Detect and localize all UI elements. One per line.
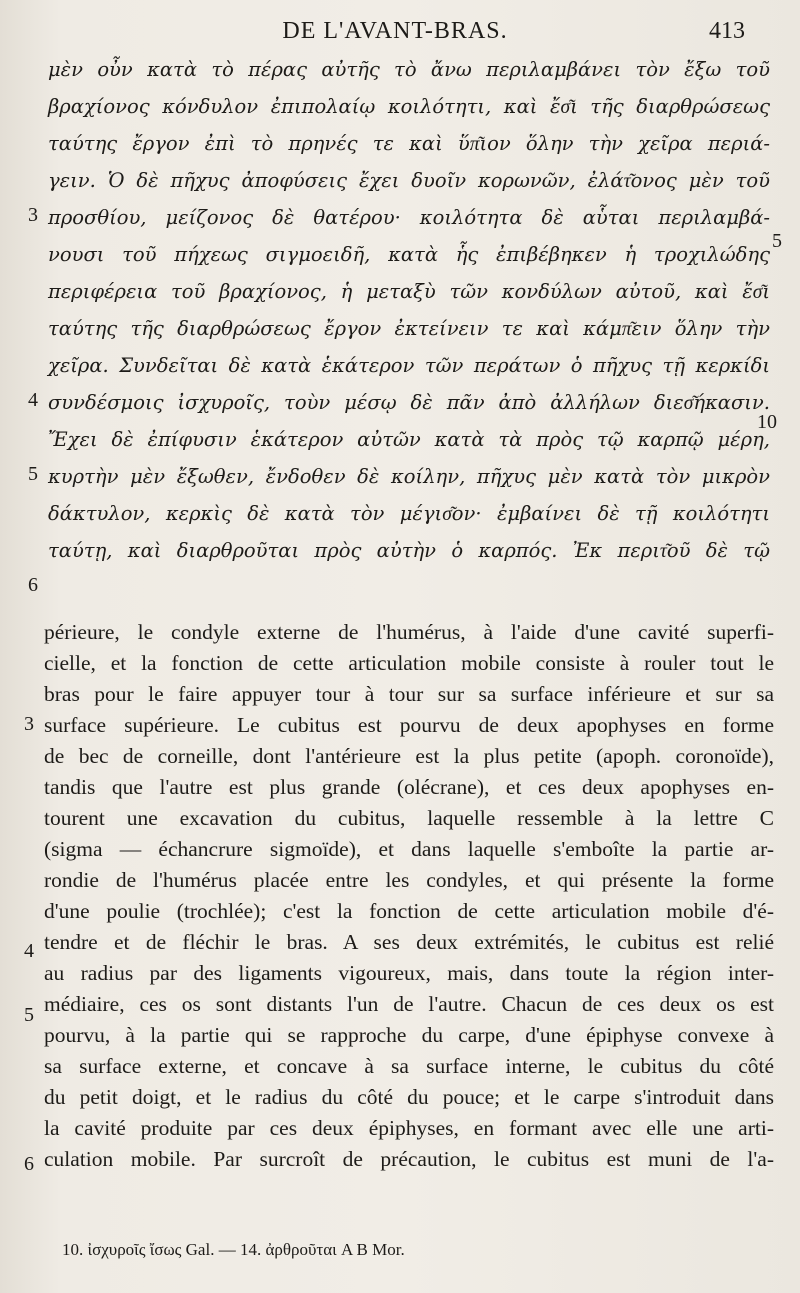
greek-line-counter: 5 [772,230,782,252]
greek-line: συνδέσμοις ἰσχυροῖς, τοὺν μέσῳ δὲ πᾶν ἀπὸ ἀλλήλων διεσ͂ήκασιν. [48,391,770,414]
french-line: surface supérieure. Le cubitus est pourvu de deux apophyses en forme [44,713,774,737]
greek-line: γειν. Ὁ δὲ πῆχυς ἀποφύσεις ἔχει δυοῖν κορωνῶν, ἐλάτ͂ονος μὲν τοῦ [48,169,770,192]
greek-line: προσθίου, μείζονος δὲ θατέρου· κοιλότητα δὲ αὗται περιλαμβά- [48,206,770,229]
french-line: la cavité produite par ces deux épiphyses, en formant avec elle une arti- [44,1116,774,1140]
greek-line: ταύτῃ, καὶ διαρθροῦται πρὸς αὐτὴν ὁ καρπός. Ἐκ περιτ͂οῦ δὲ τῷ [48,539,770,562]
french-line-marker: 3 [24,713,34,735]
french-line: bras pour le faire appuyer tour à tour sur sa surface inférieure et sur sa [44,682,774,706]
french-line: périeure, le condyle externe de l'humérus, à l'aide d'une cavité superfi- [44,620,774,644]
footnote: 10. ἰσχυροῖς ἴσως Gal. — 14. ἀρθροῦται A B Mor. [62,1240,405,1259]
french-line: pourvu, à la partie qui se rapproche du carpe, d'une épiphyse convexe à [44,1023,774,1047]
french-line: du petit doigt, et le radius du côté du pouce; et le carpe s'introduit dans [44,1085,774,1109]
french-line: médiaire, ces os sont distants l'un de l'autre. Chacun de ces deux os est [44,992,774,1016]
french-line-marker: 6 [24,1153,34,1175]
french-line-marker: 4 [24,940,34,962]
greek-line: κυρτὴν μὲν ἔξωθεν, ἔνδοθεν δὲ κοίλην, πῆχυς μὲν κατὰ τὸν μικρὸν [48,465,770,488]
running-head: DE L'AVANT-BRAS. [282,18,508,44]
greek-line: μὲν οὖν κατὰ τὸ πέρας αὐτῆς τὸ ἄνω περιλαμβάνει τὸν ἔξω τοῦ [48,58,770,81]
greek-line-marker: 6 [28,574,38,596]
greek-line: ταύτης ἔργον ἐπὶ τὸ πρηνές τε καὶ ὕπ͂ιον ὅλην τὴν χεῖρα περιά- [48,132,770,155]
greek-line: νουσι τοῦ πήχεως σιγμοειδῆ, κατὰ ἧς ἐπιβέβηκεν ἡ τροχιλώδης [48,243,770,266]
french-line: rondie de l'humérus placée entre les condyles, et qui présente la forme [44,868,774,892]
page-header [0,18,800,48]
greek-line: βραχίονος κόνδυλον ἐπιπολαίῳ κοιλότητι, καὶ ἔσ͂ι τῆς διαρθρώσεως [48,95,770,118]
greek-line-marker: 3 [28,204,38,226]
greek-line: Ἔχει δὲ ἐπίφυσιν ἑκάτερον αὐτῶν κατὰ τὰ πρὸς τῷ καρπῷ μέρη, [48,428,770,451]
greek-line-counter: 10 [757,411,777,433]
french-line-marker: 5 [24,1004,34,1026]
french-line: tourent une excavation du cubitus, laquelle ressemble à la lettre C [44,806,774,830]
french-line: d'une poulie (trochlée); c'est la fonction de cette articulation mobile d'é- [44,899,774,923]
french-line: tandis que l'autre est plus grande (olécrane), et ces deux apophyses en- [44,775,774,799]
french-line: sa surface externe, et concave à sa surface interne, le cubitus du côté [44,1054,774,1078]
french-line: culation mobile. Par surcroît de précaution, le cubitus est muni de l'a- [44,1147,774,1171]
greek-line: περιφέρεια τοῦ βραχίονος, ἡ μεταξὺ τῶν κονδύλων αὐτοῦ, καὶ ἔσ͂ι [48,280,770,303]
greek-line: δάκτυλον, κερκὶς δὲ κατὰ τὸν μέγισ͂ον· ἐμβαίνει δὲ τῇ κοιλότητι [48,502,770,525]
page-number: 413 [709,18,745,44]
french-line: au radius par des ligaments vigoureux, mais, dans toute la région inter- [44,961,774,985]
french-line: (sigma — échancrure sigmoïde), et dans laquelle s'emboîte la partie ar- [44,837,774,861]
french-line: tendre et de fléchir le bras. A ses deux extrémités, le cubitus est relié [44,930,774,954]
greek-line: χεῖρα. Συνδεῖται δὲ κατὰ ἑκάτερον τῶν περάτων ὁ πῆχυς τῇ κερκίδι [48,354,770,377]
greek-line: ταύτης τῆς διαρθρώσεως ἔργον ἐκτείνειν τε καὶ κάμπ͂ειν ὅλην τὴν [48,317,770,340]
french-line: de bec de corneille, dont l'antérieure est la plus petite (apoph. coronoïde), [44,744,774,768]
french-line: cielle, et la fonction de cette articulation mobile consiste à rouler tout le [44,651,774,675]
greek-line-marker: 5 [28,463,38,485]
greek-line-marker: 4 [28,389,38,411]
